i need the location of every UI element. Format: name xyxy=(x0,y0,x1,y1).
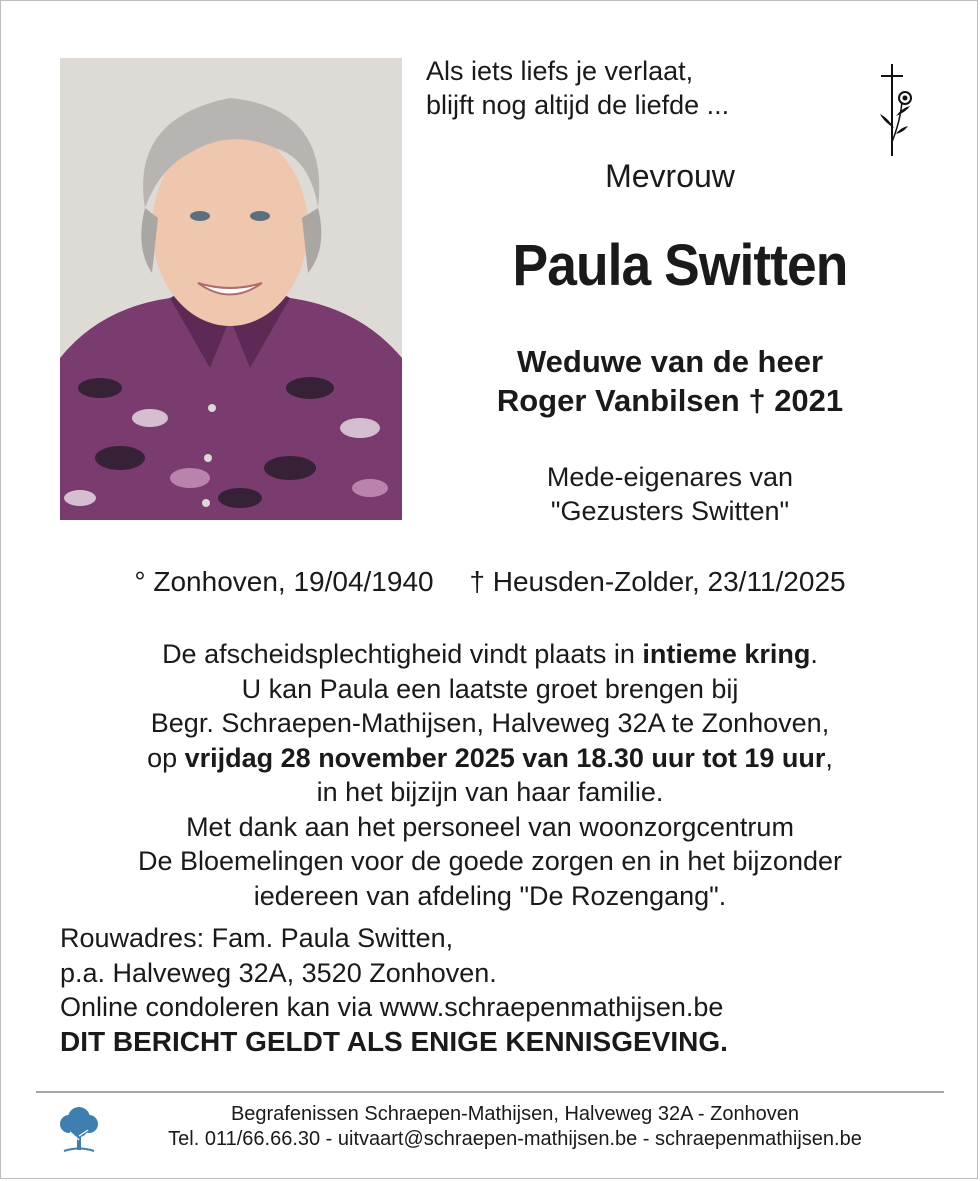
official-notice: DIT BERICHT GELDT ALS ENIGE KENNISGEVING. xyxy=(60,1025,728,1057)
body-line-5: in het bijzijn van haar familie. xyxy=(316,777,664,807)
body-line-4-text: op xyxy=(147,742,185,773)
body-line-2: U kan Paula een laatste groet brengen bij xyxy=(241,673,739,704)
life-dates xyxy=(0,566,980,598)
ceremony-text xyxy=(40,637,940,913)
body-line-1 xyxy=(40,637,940,672)
footer-separator xyxy=(36,1091,944,1093)
body-line-8: iedereen van afdeling "De Rozengang". xyxy=(253,880,727,911)
body-line-3: Begr. Schraepen-Mathijsen, Halveweg 32A te Zonhoven, xyxy=(150,708,830,738)
condolence-link[interactable]: Online condoleren kan via www.schraepenmathijsen.be xyxy=(60,992,724,1022)
owner-info xyxy=(420,460,920,528)
spouse-line-2: Roger Vanbilsen † 2021 xyxy=(496,383,844,418)
footer-line-1: Begrafenissen Schraepen-Mathijsen, Halveweg 32A - Zonhoven xyxy=(230,1103,800,1125)
address-block xyxy=(60,921,940,1059)
tree-logo-icon xyxy=(58,1104,100,1154)
cross-flower-icon xyxy=(872,62,922,158)
owner-line-2: "Gezusters Switten" xyxy=(550,496,790,526)
owner-line-1: Mede-eigenares van xyxy=(546,462,794,492)
death-date: † Heusden-Zolder, 23/11/2025 xyxy=(469,566,846,597)
verse-line-1: Als iets liefs je verlaat, xyxy=(426,56,694,86)
address-line-1: Rouwadres: Fam. Paula Switten, xyxy=(60,923,454,953)
funeral-home-footer xyxy=(100,1102,930,1152)
footer-line-2[interactable]: Tel. 011/66.66.30 - uitvaart@schraepen-mathijsen.be - schraepenmathijsen.be xyxy=(168,1128,862,1150)
spouse-line-1: Weduwe van de heer xyxy=(516,344,824,379)
deceased-name: Paula Switten xyxy=(512,233,848,298)
verse xyxy=(426,54,729,122)
portrait-photo xyxy=(60,58,402,520)
body-line-1-text: De afscheidsplechtigheid vindt plaats in xyxy=(162,639,643,669)
body-line-4-end: , xyxy=(825,742,833,773)
salutation: Mevrouw xyxy=(605,158,735,194)
body-line-6: Met dank aan het personeel van woonzorgcentrum xyxy=(186,811,794,842)
body-line-1-end: . xyxy=(810,639,818,669)
birth-date: ° Zonhoven, 19/04/1940 xyxy=(134,566,434,597)
address-line-2: p.a. Halveweg 32A, 3520 Zonhoven. xyxy=(60,957,497,988)
body-line-4-bold: vrijdag 28 november 2025 van 18.30 uur tot 19 uur xyxy=(184,742,826,773)
body-line-7: De Bloemelingen voor de goede zorgen en in het bijzonder xyxy=(138,846,842,876)
body-line-4 xyxy=(40,741,940,776)
spouse-info xyxy=(420,342,920,420)
verse-line-2: blijft nog altijd de liefde ... xyxy=(426,90,730,120)
body-line-1-bold: intieme kring xyxy=(642,639,811,669)
